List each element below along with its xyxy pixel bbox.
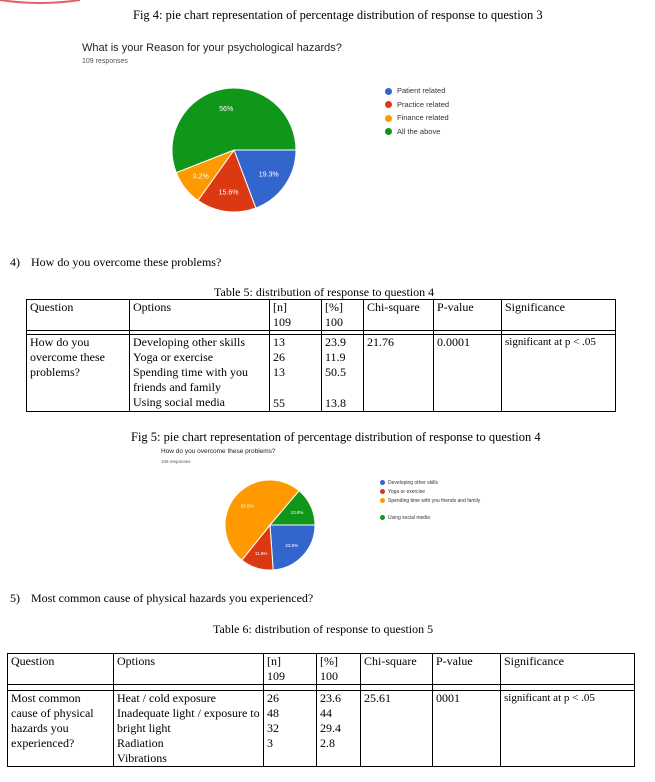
table5-data-row — [27, 335, 616, 412]
table6-options — [114, 691, 264, 767]
legend-item-1 — [385, 100, 500, 109]
chart2-responses: 109 responses — [161, 459, 191, 464]
pie-slice-label-1: 15.6% — [218, 189, 239, 197]
table6-sig: significant at p < .05 — [501, 691, 635, 767]
chart1-pie — [160, 80, 310, 220]
legend-label-1: Practice related — [397, 99, 450, 109]
chart1-responses: 109 responses — [82, 58, 128, 65]
table5-sig: significant at p < .05 — [502, 335, 616, 412]
pie-slice-label-1: 11.9% — [254, 550, 268, 556]
cropped-graphic-top — [0, 0, 80, 4]
legend-swatch-2 — [385, 115, 392, 122]
legend-swatch-1 — [385, 101, 392, 108]
table5-pct-values: 23.9 11.9 50.5 13.8 — [322, 335, 364, 412]
fig5-caption: Fig 5: pie chart representation of percentage distribution of response to question 4 — [131, 430, 541, 444]
table6-n-values: 26 48 32 3 — [264, 691, 317, 767]
table6-option: Radiation — [117, 736, 164, 750]
table5-p: 0.0001 — [434, 335, 502, 412]
table5-chi: 21.76 — [364, 335, 434, 412]
legend-swatch-3 — [380, 515, 385, 520]
legend-label-1: Yoga or exercise — [388, 489, 426, 495]
q4-heading: How do you overcome these problems? — [31, 255, 222, 269]
legend-label-2: Spending time with you friends and family — [388, 498, 481, 504]
table5-options — [130, 335, 270, 412]
legend-swatch-2 — [380, 498, 385, 503]
fig4-caption: Fig 4: pie chart representation of percentage distribution of response to question 3 — [133, 8, 543, 22]
table5-header-options: Options — [130, 300, 270, 331]
table5-option: Spending time with you friends and family — [133, 365, 248, 394]
table5-option: Using social media — [133, 395, 225, 409]
pie-slice-label-3: 56% — [219, 106, 234, 114]
legend-item-3 — [380, 515, 490, 522]
pie-slice-label-0: 19.3% — [258, 171, 279, 179]
legend-item-0 — [380, 480, 490, 487]
legend-label-0: Developing other skills — [388, 480, 439, 486]
table5-n-values: 13 26 13 55 — [270, 335, 322, 412]
table6-data-row — [8, 691, 635, 767]
table5-caption: Table 5: distribution of response to question 4 — [214, 285, 435, 299]
table6-header-row — [8, 654, 635, 685]
table5-question: How do you overcome these problems? — [27, 335, 130, 412]
table6-caption: Table 6: distribution of response to question 5 — [213, 622, 434, 636]
chart2-pie — [215, 475, 325, 575]
table6-header-sig: Significance — [501, 654, 635, 685]
table5-header-p: P-value — [434, 300, 502, 331]
legend-label-3: All the above — [397, 126, 441, 136]
legend-item-2 — [385, 113, 500, 122]
legend-swatch-0 — [385, 88, 392, 95]
legend-swatch-0 — [380, 480, 385, 485]
pie-slice-label-0: 23.9% — [285, 542, 299, 548]
legend-swatch-3 — [385, 128, 392, 135]
table5-header-sig: Significance — [502, 300, 616, 331]
table6-header-pct: [%] 100 — [317, 654, 361, 685]
table6-p: 0001 — [433, 691, 501, 767]
legend-item-3 — [385, 127, 500, 136]
table6-option: Heat / cold exposure — [117, 691, 216, 705]
pie-slice-label-2: 50.5% — [240, 503, 254, 509]
legend-item-1 — [380, 489, 490, 496]
legend-item-0 — [385, 86, 500, 95]
chart1-title: What is your Reason for your psychological hazards? — [82, 42, 342, 54]
q4-number: 4) — [10, 255, 20, 269]
table5-option: Yoga or exercise — [133, 350, 214, 364]
table5-header-question: Question — [27, 300, 130, 331]
pie-slice-label-2: 9.2% — [192, 173, 209, 181]
table6-header-question: Question — [8, 654, 114, 685]
chart1-legend — [385, 86, 525, 146]
table5-option: Developing other skills — [133, 335, 245, 349]
chart2-title: How do you overcome these problems? — [161, 448, 276, 455]
legend-label-2: Finance related — [397, 113, 449, 122]
table6-option: Vibrations — [117, 751, 167, 765]
legend-swatch-1 — [380, 489, 385, 494]
table6-header-n: [n] 109 — [264, 654, 317, 685]
table5 — [26, 299, 616, 412]
legend-label-0: Patient related — [397, 86, 446, 95]
table5-header-pct: [%] 100 — [322, 300, 364, 331]
table6 — [7, 653, 635, 767]
table6-header-p: P-value — [433, 654, 501, 685]
table6-chi: 25.61 — [361, 691, 433, 767]
table6-question: Most common cause of physical hazards you experienced? — [8, 691, 114, 767]
q5-heading: Most common cause of physical hazards you experienced? — [31, 591, 314, 605]
table5-header-n: [n] 109 — [270, 300, 322, 331]
table6-pct-values: 23.6 44 29.4 2.8 — [317, 691, 361, 767]
table6-header-options: Options — [114, 654, 264, 685]
table6-header-chi: Chi-square — [361, 654, 433, 685]
table5-header-row — [27, 300, 616, 331]
table5-header-chi: Chi-square — [364, 300, 434, 331]
q5-number: 5) — [10, 591, 20, 605]
chart2-legend — [380, 480, 500, 530]
legend-label-3: Using social media — [388, 515, 430, 521]
legend-item-2 — [380, 498, 490, 505]
table6-option: Inadequate light / exposure to bright light — [117, 706, 260, 735]
pie-slice-label-3: 13.8% — [290, 510, 304, 516]
